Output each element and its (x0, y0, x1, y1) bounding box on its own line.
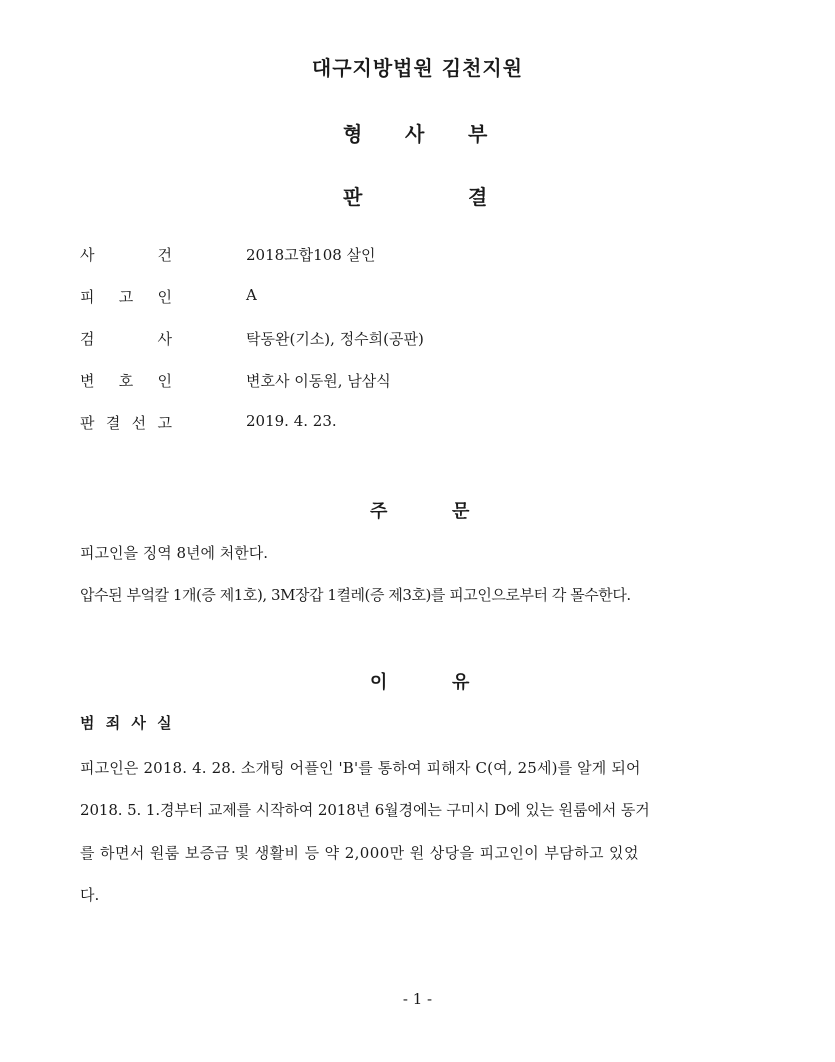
order-line: 압수된 부엌칼 1개(증 제1호), 3M장갑 1켤레(증 제3호)를 피고인으로부터 각 몰수한다. (80, 586, 631, 604)
court-name: 대구지방법원 김천지원 (311, 56, 524, 80)
body-line: 2018. 5. 1.경부터 교제를 시작하여 2018년 6월경에는 구미시 D에 있는 원룸에서 동거 (80, 801, 650, 819)
judgment-char: 판 (343, 185, 363, 209)
order-line: 피고인을 징역 8년에 처한다. (80, 544, 269, 562)
case-number: 2018고합108 살인 (246, 246, 376, 264)
case-info-label: 변 호 인 (80, 372, 172, 390)
division-char: 형 (343, 122, 363, 146)
body-line: 다. (80, 886, 100, 904)
case-info-label: 검 사 (80, 330, 172, 348)
crime-facts-heading: 범 죄 사 실 (80, 714, 175, 732)
sentencing-date: 2019. 4. 23. (246, 412, 337, 430)
prosecutor-names: 탁동완(기소), 정수희(공판) (246, 330, 424, 348)
defendant-name: A (246, 286, 257, 304)
division-char: 부 (468, 122, 488, 146)
case-info-label: 판 결 선 고 (80, 414, 172, 432)
judgment-char: 결 (468, 185, 488, 209)
counsel-names: 변호사 이동원, 남삼식 (246, 372, 391, 390)
document-page: 대구지방법원 김천지원 형 사 부 판 결 사 건 2018고합108 살인 피 고 인 A 검 사 탁동완(기소), 정수희(공판) 변 호 인 변호사 이동원, 남삼식 판 결 선 고 2019. 4. 23. 주 문 피고인을 징역 8년에 처한다. 압수된 부엌칼 1개(증 제1호), 3M장갑 1켤레(증 제3호)를 피고인으로부터 각 몰수한다. 이 유 범 죄 사 실 피고인은 2018. 4. 28. 소개팅 어플인 'B'를 통하여 피해자 C(여, 25세)를 알게 되어 2018. 5. 1.경부터 교제를 시작하여 2018년 6월경에는 구미시 D에 있는 원룸에서 동거 를 하면서 원룸 보증금 및 생활비 등 약 2,000만 원 상당을 피고인이 부담하고 있었 다. - 1 - (0, 0, 835, 1062)
body-line: 를 하면서 원룸 보증금 및 생활비 등 약 2,000만 원 상당을 피고인이 부담하고 있었 (80, 844, 639, 862)
page-number: - 1 - (402, 990, 433, 1008)
body-line: 피고인은 2018. 4. 28. 소개팅 어플인 'B'를 통하여 피해자 C(여, 25세)를 알게 되어 (80, 759, 641, 777)
division-char: 사 (405, 122, 425, 146)
case-info-label: 피 고 인 (80, 288, 172, 306)
case-info-label: 사 건 (80, 246, 172, 264)
